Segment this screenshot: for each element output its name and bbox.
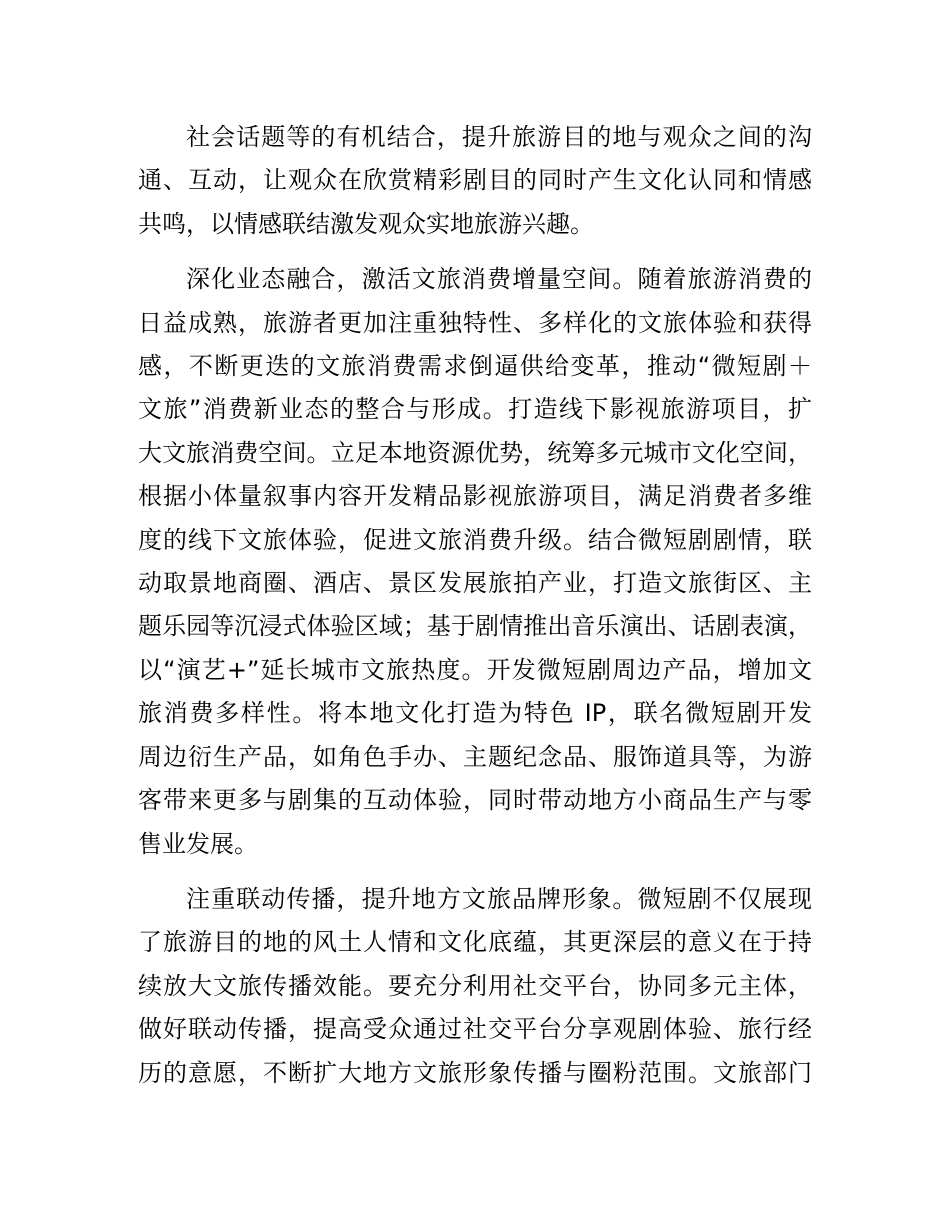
text-line: 根据小体量叙事内容开发精品影视旅游项目，满足消费者多维 [138, 482, 812, 511]
text-line: 共鸣，以情感联结激发观众实地旅游兴趣。 [138, 209, 594, 238]
text-line: 通、互动，让观众在欣赏精彩剧目的同时产生文化认同和情感 [138, 166, 812, 195]
text-line: 深化业态融合，激活文旅消费增量空间。随着旅游消费的 [186, 265, 812, 294]
paragraph [138, 878, 812, 1095]
text-line: 文旅”消费新业态的整合与形成。打造线下影视旅游项目，扩 [138, 395, 812, 424]
text-line: 大文旅消费空间。立足本地资源优势，统筹多元城市文化空间， [138, 438, 812, 467]
text-line: 以“演艺+”延长城市文旅热度。开发微短剧周边产品，增加文 [138, 655, 812, 684]
text-line: 周边衍生产品，如角色手办、主题纪念品、服饰道具等，为游 [138, 742, 812, 771]
paragraph [138, 116, 812, 246]
text-line: 动取景地商圈、酒店、景区发展旅拍产业，打造文旅街区、主 [138, 569, 812, 598]
text-line: 续放大文旅传播效能。要充分利用社交平台，协同多元主体， [138, 971, 812, 1000]
text-line: 度的线下文旅体验，促进文旅消费升级。结合微短剧剧情，联 [138, 525, 812, 554]
text-line: 做好联动传播，提高受众通过社交平台分享观剧体验、旅行经 [138, 1015, 812, 1044]
text-line: 了旅游目的地的风土人情和文化底蕴，其更深层的意义在于持 [138, 928, 812, 957]
text-line: 售业发展。 [138, 829, 258, 858]
text-line: 社会话题等的有机结合，提升旅游目的地与观众之间的沟 [186, 123, 812, 151]
text-line: 历的意愿，不断扩大地方文旅形象传播与圈粉范围。文旅部门 [138, 1058, 812, 1087]
text-line: 客带来更多与剧集的互动体验，同时带动地方小商品生产与零 [138, 786, 812, 815]
text-line: 感，不断更迭的文旅消费需求倒逼供给变革，推动“微短剧＋ [138, 352, 812, 381]
text-line: 注重联动传播，提升地方文旅品牌形象。微短剧不仅展现 [186, 884, 812, 913]
paragraph [138, 258, 812, 866]
text-line: 题乐园等沉浸式体验区域；基于剧情推出音乐演出、话剧表演， [138, 612, 812, 641]
text-line: 旅消费多样性。将本地文化打造为特色 IP，联名微短剧开发 [138, 699, 812, 728]
text-line: 日益成熟，旅游者更加注重独特性、多样化的文旅体验和获得 [138, 308, 812, 337]
